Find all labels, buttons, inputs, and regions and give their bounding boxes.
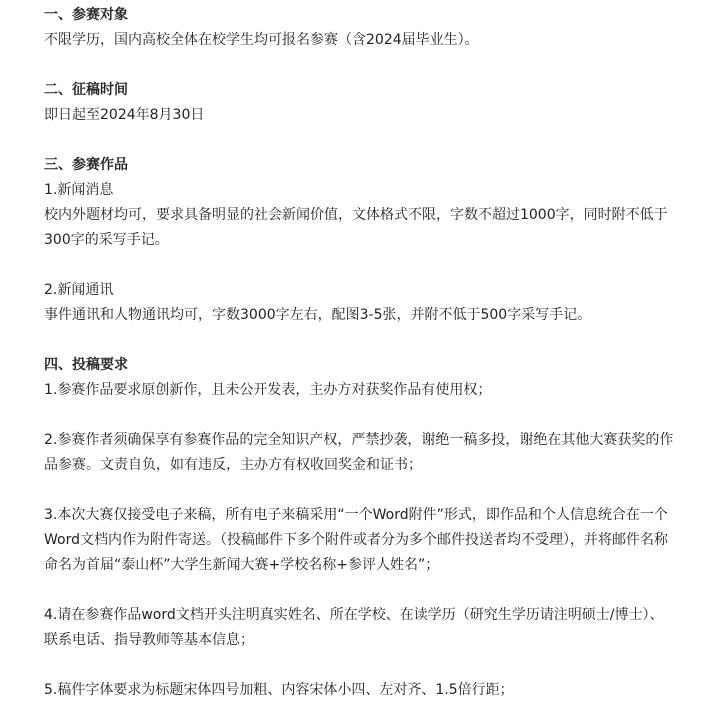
spacer	[44, 128, 675, 153]
works-item1-title: 1.新闻消息	[44, 182, 114, 198]
spacer	[44, 578, 675, 603]
requirement-3: 3.本次大赛仅接受电子来稿，所有电子来稿采用“一个Word附件”形式，即作品和个人信息统合在一个Word文档内作为附件寄送。（投稿邮件下多个附件或者分为多个邮件投送者均不受理），并将邮件名称命名为首届“泰山杯”大学生新闻大赛+学校名称+参评人姓名”；	[44, 507, 668, 573]
spacer	[44, 653, 675, 678]
spacer	[44, 53, 675, 78]
requirement-4: 4.请在参赛作品word文档开头注明真实姓名、所在学校、在读学历（研究生学历请注明硕士/博士）、联系电话、指导教师等基本信息；	[44, 607, 664, 648]
requirement-1: 1.参赛作品要求原创新作，且未公开发表，主办方对获奖作品有使用权；	[44, 382, 492, 398]
works-item2-text: 事件通讯和人物通讯均可，字数3000字左右，配图3-5张，并附不低于500字采写手记。	[44, 307, 592, 323]
spacer	[44, 403, 675, 428]
participants-text: 不限学历，国内高校全体在校学生均可报名参赛（含2024届毕业生）。	[44, 32, 479, 48]
section-title-works: 三、参赛作品	[44, 157, 128, 173]
requirement-2: 2.参赛作者须确保享有参赛作品的完全知识产权，严禁抄袭，谢绝一稿多投，谢绝在其他大赛获奖的作品参赛。文责自负，如有违反，主办方有权收回奖金和证书；	[44, 432, 674, 473]
works-item1-text: 校内外题材均可，要求具备明显的社会新闻价值，文体格式不限，字数不超过1000字，同时附不低于300字的采写手记。	[44, 207, 668, 248]
spacer	[44, 328, 675, 353]
section-title-deadline: 二、征稿时间	[44, 82, 128, 98]
spacer	[44, 253, 675, 278]
section-title-requirements: 四、投稿要求	[44, 357, 128, 373]
deadline-text: 即日起至2024年8月30日	[44, 107, 205, 123]
spacer	[44, 478, 675, 503]
works-item2-title: 2.新闻通讯	[44, 282, 114, 298]
requirement-5: 5.稿件字体要求为标题宋体四号加粗、内容宋体小四、左对齐、1.5倍行距；	[44, 682, 514, 698]
section-title-participants: 一、参赛对象	[44, 7, 128, 23]
